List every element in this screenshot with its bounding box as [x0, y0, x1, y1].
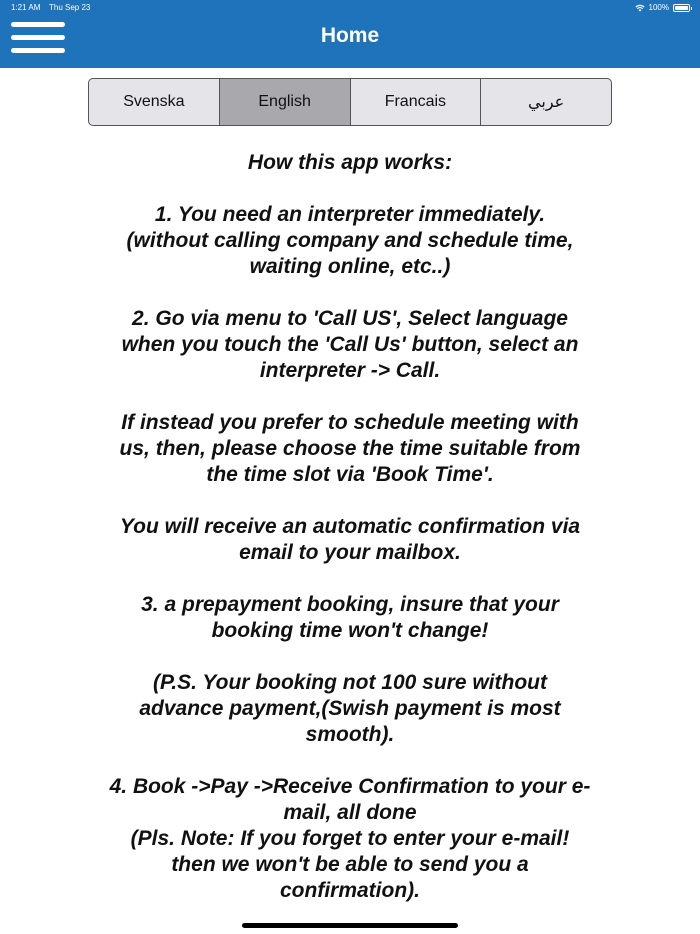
status-time: 1:21 AM — [11, 3, 41, 12]
page-title: Home — [320, 24, 380, 47]
menu-bar-bottom — [11, 48, 65, 53]
status-bar — [0, 0, 700, 16]
nav-header — [0, 0, 700, 68]
wifi-icon — [635, 4, 645, 12]
status-date: Thu Sep 23 — [49, 3, 91, 12]
status-right — [635, 3, 690, 12]
battery-icon — [673, 4, 690, 12]
language-option-english[interactable]: English — [220, 79, 351, 125]
language-option-arabic[interactable]: عربي — [528, 94, 565, 111]
language-option-svenska[interactable]: Svenska — [89, 79, 220, 125]
language-option-francais[interactable]: Francais — [351, 79, 482, 125]
battery-percent: 100% — [648, 3, 669, 12]
home-indicator[interactable] — [242, 923, 458, 928]
instructions-text: How this app works: 1. You need an interpreter immediately. (without calling company and schedule time, waiting online, etc..) 2. Go via menu to 'Call US', Select language when you touch the 'Call Us' button, select an interpreter -> Call. If instead you prefer to schedule meeting with us, then, please choose the time suitable from the time slot via 'Book Time'. You will receive an automatic confirmation via email to your mailbox. 3. a prepayment booking, insure that your booking time won't change! (P.S. Your booking not 100 sure without advance payment,(Swish payment is most smooth). 4. Book ->Pay ->Receive Confirmation to your e- mail, all done (Pls. Note: If you forget to enter your e-mail! then we won't be able to send you a confirmation). — [109, 151, 591, 902]
language-selector — [88, 78, 612, 126]
